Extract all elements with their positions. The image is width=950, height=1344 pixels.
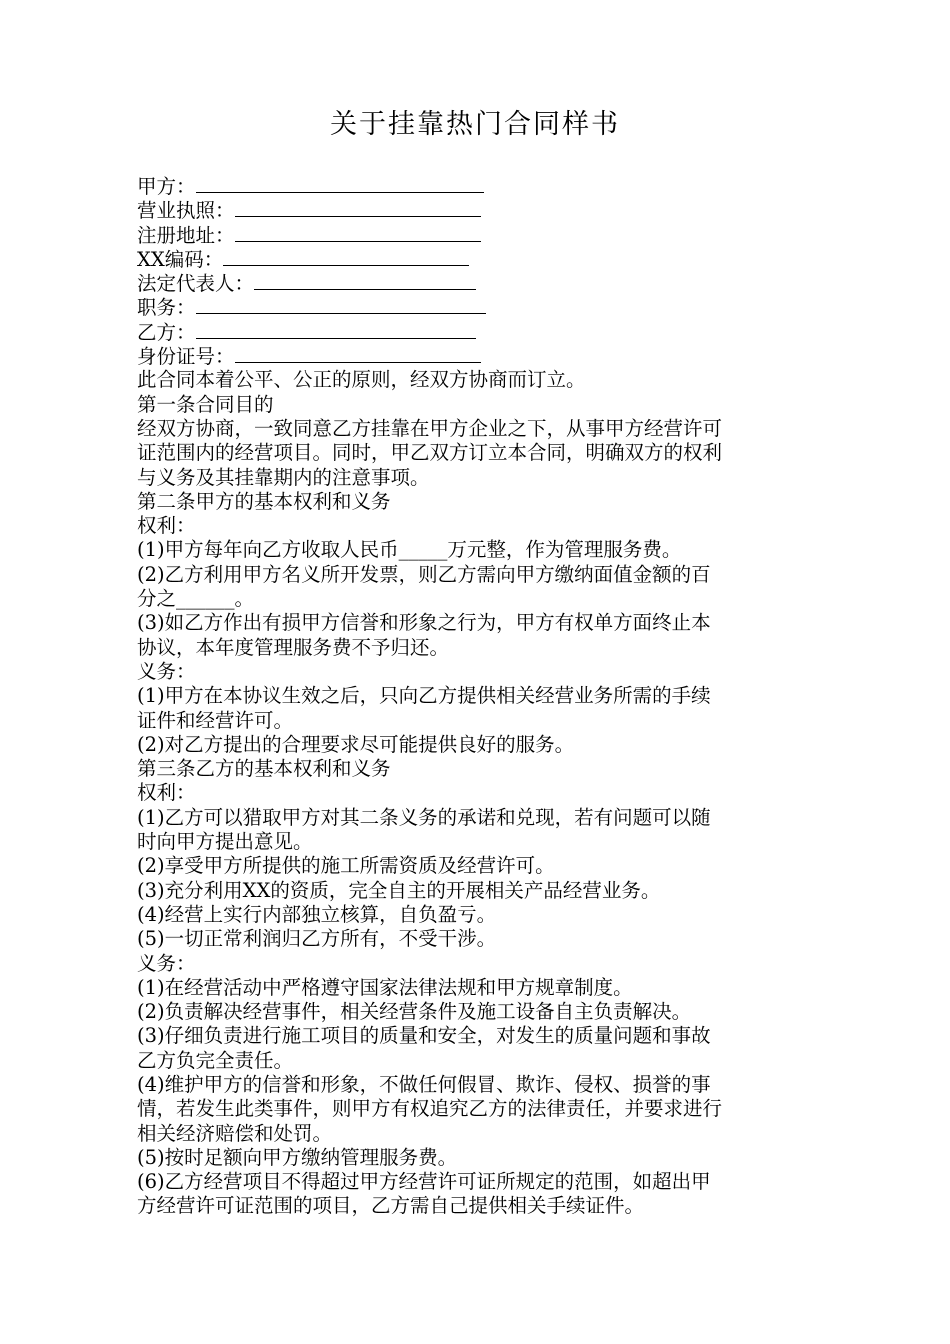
contract-line: (1)在经营活动中严格遵守国家法律法规和甲方规章制度。 [137,975,633,999]
legal-representative-field [137,271,817,295]
document-title: 关于挂靠热门合同样书 [330,109,620,140]
field-label: XX编码： [137,247,224,271]
business-license-field [137,198,817,222]
contract-line: 与义务及其挂靠期内的注意事项。 [137,465,430,489]
party-a-field [137,174,817,198]
contract-line: 第二条甲方的基本权利和义务 [137,489,391,513]
fill-in-blank[interactable] [235,223,481,242]
field-label: 法定代表人： [137,272,255,296]
contract-line: (2)享受甲方所提供的施工所需资质及经营许可。 [137,854,555,878]
id-number-field [137,344,817,368]
contract-line: 义务： [137,951,196,975]
contract-line: (2)乙方利用甲方名义所开发票，则乙方需向甲方缴纳面值金额的百 [137,562,711,586]
fill-in-blank[interactable] [223,247,469,266]
fill-in-blank[interactable] [235,198,481,217]
fill-in-blank[interactable] [196,320,476,339]
fill-in-blank[interactable] [254,271,476,290]
contract-line: 时向甲方提出意见。 [137,830,313,854]
field-label: 甲方： [137,175,196,198]
contract-line: (3)充分利用XX的资质，完全自主的开展相关产品经营业务。 [137,878,661,902]
fill-in-blank[interactable] [196,295,486,314]
contract-line: 方经营许可证范围的项目，乙方需自己提供相关手续证件。 [137,1194,645,1218]
contract-line: (2)对乙方提出的合理要求尽可能提供良好的服务。 [137,732,575,756]
contract-line: (1)甲方每年向乙方收取人民币_____万元整，作为管理服务费。 [137,538,682,562]
contract-line: (3)如乙方作出有损甲方信誉和形象之行为，甲方有权单方面终止本 [137,611,711,635]
contract-line: (5)按时足额向甲方缴纳管理服务费。 [137,1145,458,1169]
field-label: 身份证号： [137,345,235,369]
contract-line: (4)维护甲方的信誉和形象，不做任何假冒、欺诈、侵权、损誉的事 [137,1072,711,1096]
position-field [137,295,817,319]
contract-line: (6)乙方经营项目不得超过甲方经营许可证所规定的范围，如超出甲 [137,1170,711,1194]
registered-address-field [137,223,817,247]
fill-in-blank[interactable] [235,344,481,363]
contract-line: 权利： [137,514,196,538]
contract-line: 第三条乙方的基本权利和义务 [137,757,391,781]
contract-line: 权利： [137,781,196,805]
fill-in-blank[interactable] [196,174,484,193]
contract-line: 第一条合同目的 [137,392,274,416]
contract-text [137,368,817,1218]
contract-line: 协议，本年度管理服务费不予归还。 [137,635,450,659]
field-label: 乙方： [137,320,196,344]
contract-line: 经双方协商，一致同意乙方挂靠在甲方企业之下，从事甲方经营许可 [137,416,723,440]
contract-line: (1)甲方在本协议生效之后，只向乙方提供相关经营业务所需的手续 [137,684,711,708]
contract-line: (2)负责解决经营事件，相关经营条件及施工设备自主负责解决。 [137,1000,692,1024]
contract-line: (5)一切正常利润归乙方所有，不受干涉。 [137,927,497,951]
field-label: 注册地址： [137,223,235,247]
contract-line: 情，若发生此类事件，则甲方有权追究乙方的法律责任，并要求进行 [137,1097,723,1121]
contract-line: (1)乙方可以猎取甲方对其二条义务的承诺和兑现，若有问题可以随 [137,805,711,829]
contract-line: 分之______。 [137,587,255,611]
field-label: 营业执照： [137,199,235,223]
contract-line: (3)仔细负责进行施工项目的质量和安全，对发生的质量问题和事故 [137,1024,711,1048]
code-field [137,247,817,271]
party-b-field [137,320,817,344]
contract-line: (4)经营上实行内部独立核算，自负盈亏。 [137,902,497,926]
contract-line: 义务： [137,659,196,683]
contract-line: 乙方负完全责任。 [137,1048,294,1072]
field-label: 职务： [137,296,196,320]
contract-line: 相关经济赔偿和处罚。 [137,1121,333,1145]
document-body [137,174,817,1219]
contract-line: 证范围内的经营项目。同时，甲乙双方订立本合同，明确双方的权利 [137,441,723,465]
contract-line: 证件和经营许可。 [137,708,294,732]
contract-line: 此合同本着公平、公正的原则，经双方协商而订立。 [137,368,586,392]
